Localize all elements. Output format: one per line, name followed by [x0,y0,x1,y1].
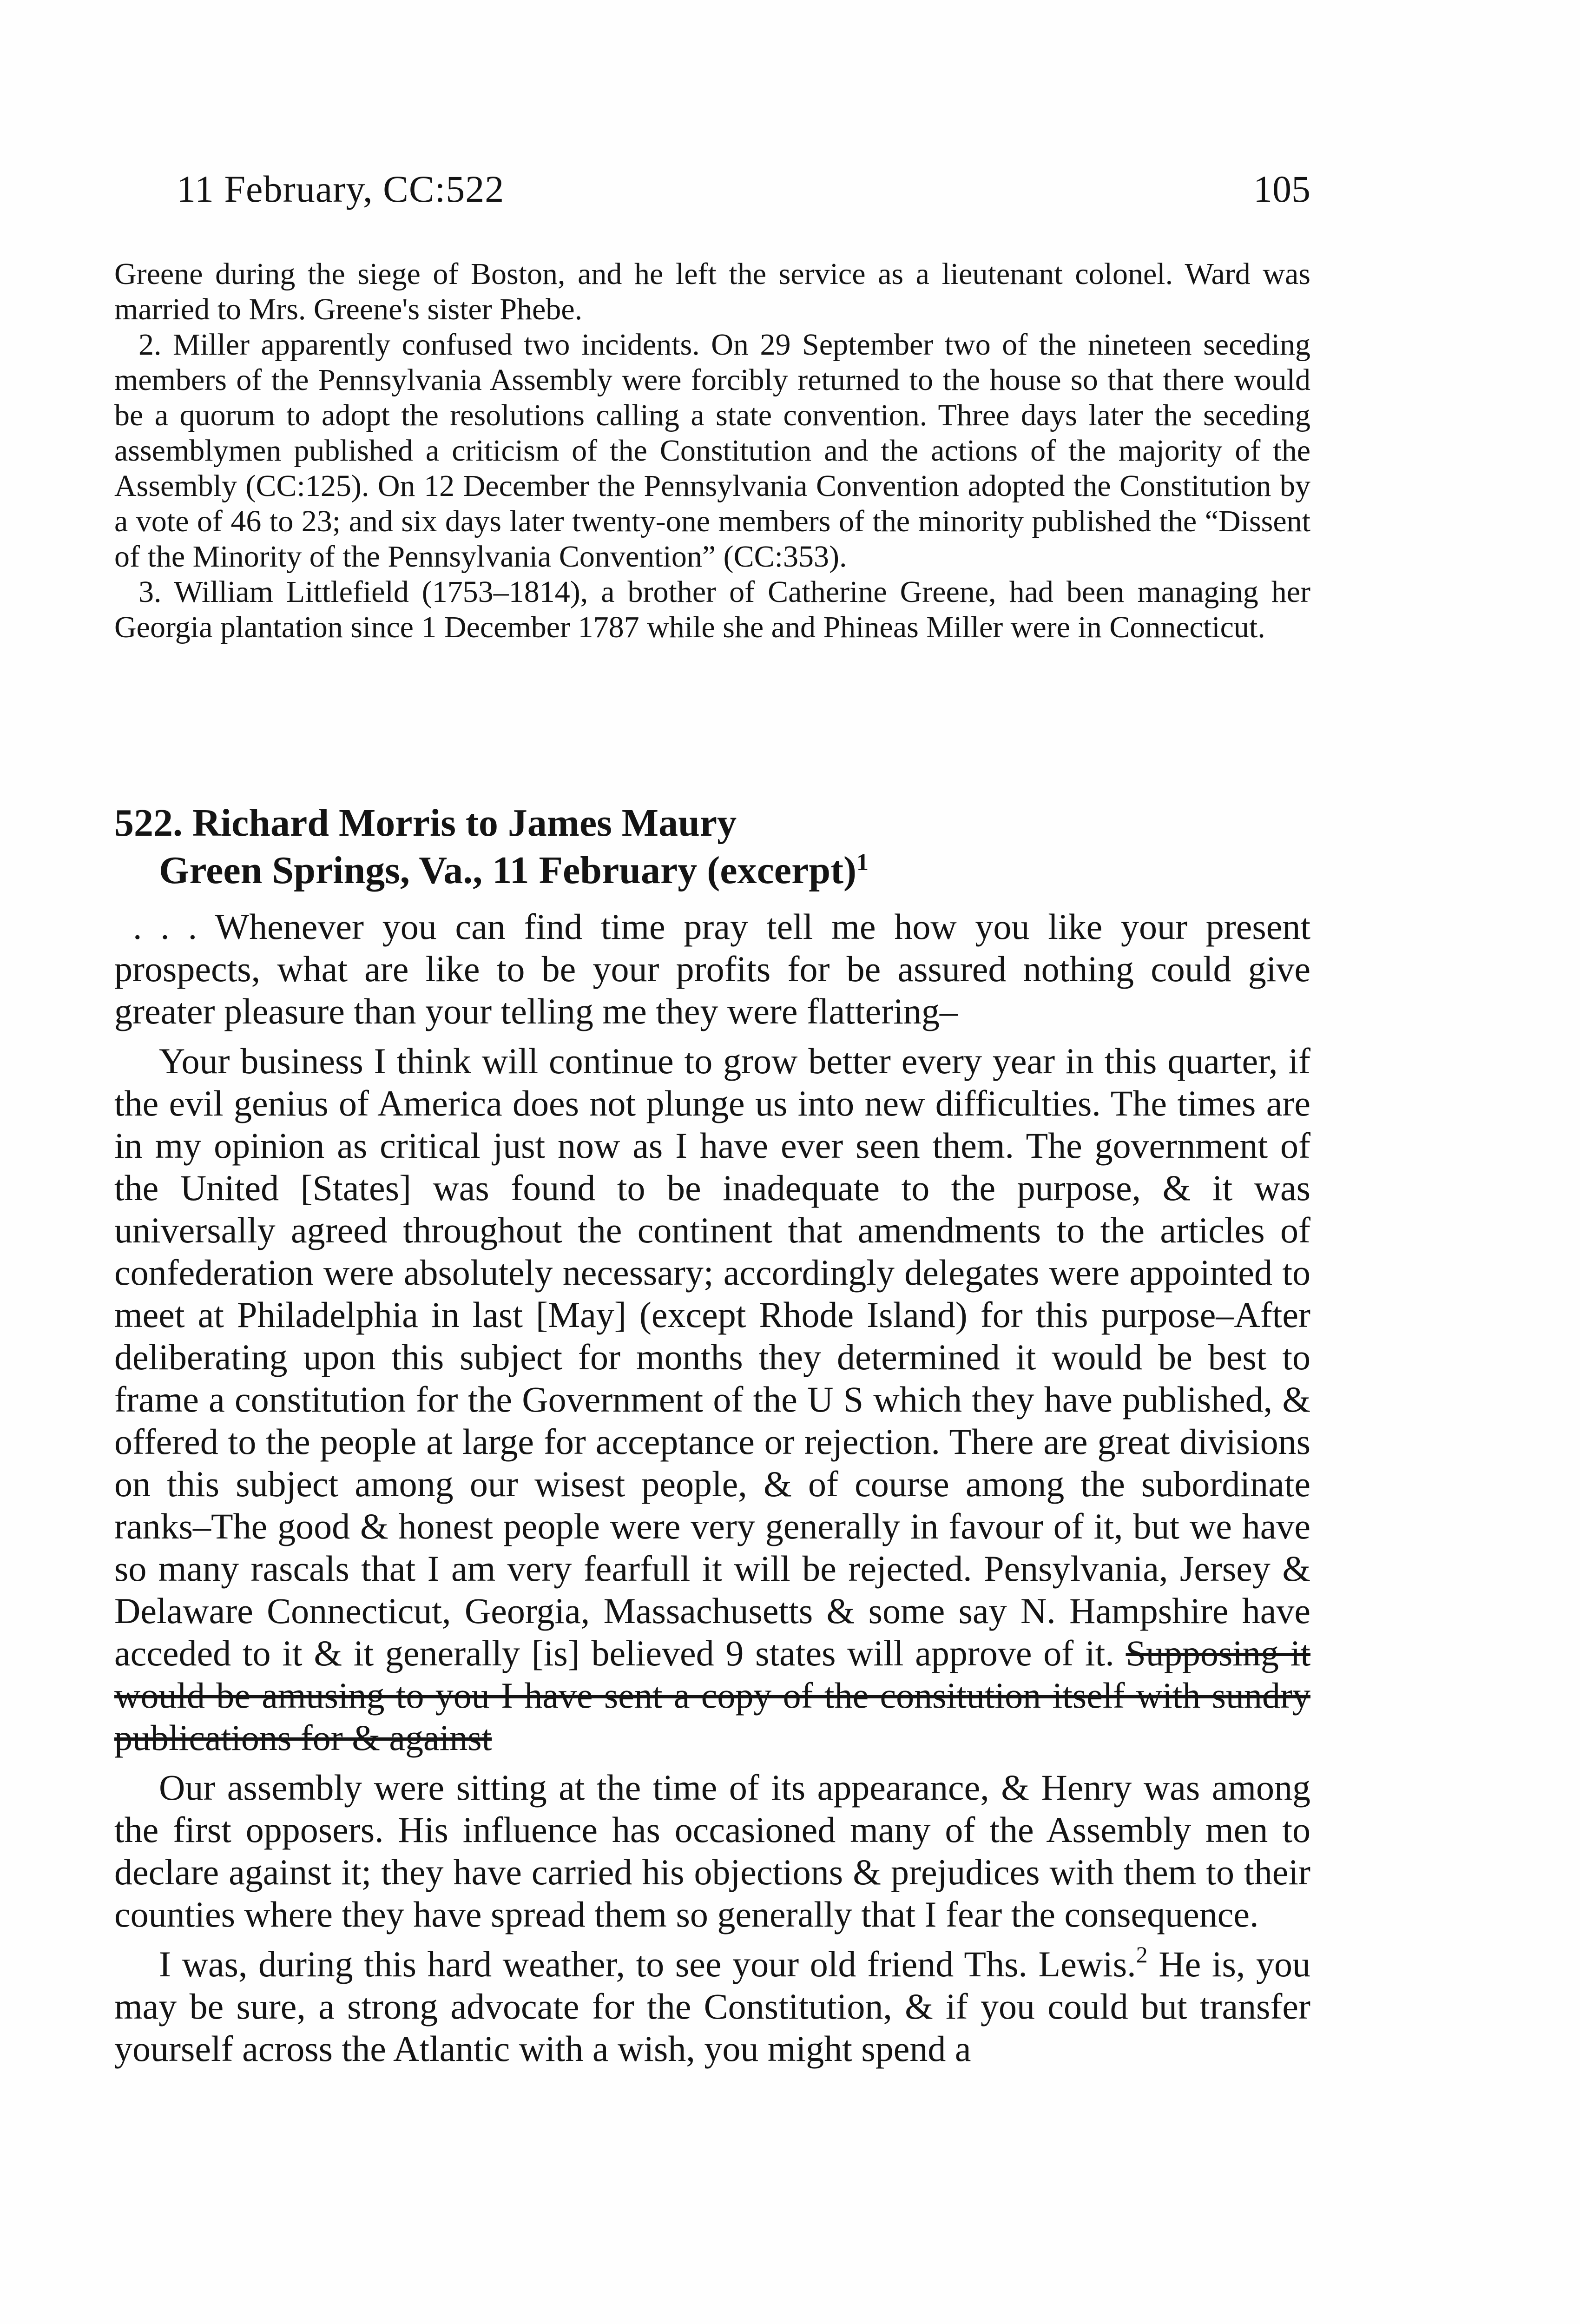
dateline-text: Green Springs, Va., 11 February (excerpt) [159,849,857,892]
heading-note-ref: 1 [856,849,869,876]
paragraph-3: Our assembly were sitting at the time of its appearance, & Henry was among the first opposers. His influence has occasioned many of the Assembly men to declare against it; they have carried his objections & prejudices with them to their counties where they have spread them so generally that I fear the consequence. [114,1767,1310,1934]
paragraph-1: . . . Whenever you can find time pray tell me how you like your present prospects, what are like to be your profits for be assured nothing could give greater pleasure than your telling me they were flattering– [114,906,1310,1031]
footnote-3: 3. William Littlefield (1753–1814), a brother of Catherine Greene, had been managing her Georgia plantation since 1 December 1787 while she and Phineas Miller were in Connecticut. [114,575,1310,644]
paragraph-4-end: He is, you may be sure, a strong advocate for the Constitution, & if you could but transfer yourself across the Atlantic with a wish, you might spend a [114,1944,1310,2069]
letter-body [114,905,1310,2077]
footnote-2: 2. Miller apparently confused two incidents. On 29 September two of the nineteen seceding members of the Pennsylvania Assembly were forcibly returned to the house so that there would be a quorum to adopt the resolutions calling a state convention. Three days later the seceding assemblymen published a criticism of the Constitution and the actions of the majority of the Assembly (CC:125). On 12 December the Pennsylvania Convention adopted the Constitution by a vote of 46 to 23; and six days later twenty-one members of the minority published the “Dissent of the Minority of the Pennsylvania Convention” (CC:353). [114,328,1310,574]
footnote-1-continuation: Greene during the siege of Boston, and he left the service as a lieutenant colonel. Ward was married to Mrs. Greene's sister Phebe. [114,257,1310,326]
running-head: 11 February, CC:522 [177,168,505,210]
page-number: 105 [1253,168,1310,210]
document-dateline [114,847,1310,894]
document-heading [114,799,1310,894]
page-header [177,167,1310,218]
paragraph-2 [114,1040,1310,1759]
struck-through-text: Supposing it would be amusing to you I have sent a copy of the consitution itself with sundry publications for & against [114,1633,1311,1758]
note-ref-2: 2 [1136,1941,1148,1967]
paragraph-4 [114,1943,1310,2070]
paragraph-4-start: I was, during this hard weather, to see your old friend Ths. Lewis. [159,1944,1136,1984]
footnotes-section [114,257,1310,645]
document-title: 522. Richard Morris to James Maury [114,801,737,845]
paragraph-2-text: Your business I think will continue to grow better every year in this quarter, if the evil genius of America does not plunge us into new difficulties. The times are in my opinion as critical just now as I have ever seen them. The government of the United [States] was found to be inadequate to the purpose, & it was universally agreed throughout the continent that amendments to the articles of confederation were absolutely necessary; accordingly delegates were appointed to meet at Philadelphia in last [May] (except Rhode Island) for this purpose–After deliberating upon this subject for months they determined it would be best to frame a constitution for the Government of the U S which they have published, & offered to the people at large for acceptance or rejection. There are great divisions on this subject among our wisest people, & of course among the subordinate ranks–The good & honest people were very generally in favour of it, but we have so many rascals that I am very fearfull it will be rejected. Pensylvania, Jersey & Delaware Connecticut, Georgia, Massachusetts & some say N. Hampshire have acceded to it & it generally [is] believed 9 states will approve of it. [114,1041,1310,1673]
